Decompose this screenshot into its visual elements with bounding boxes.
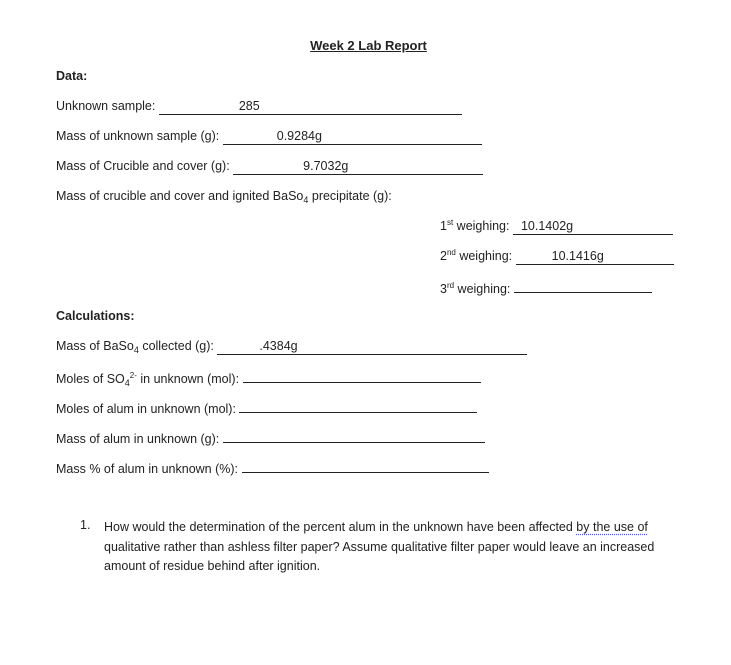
moles-so4-field[interactable] [243, 368, 481, 383]
mass-crucible-baso4-row [56, 188, 392, 204]
mass-crucible-baso4-label: Mass of crucible and cover and ignited BaSo [56, 189, 304, 203]
mass-alum-label: Mass of alum in unknown (g): [56, 432, 220, 446]
mass-pct-row [56, 458, 489, 477]
weighing-label: weighing: [455, 249, 513, 263]
subscript: 4 [303, 195, 309, 205]
subscript: 4 [133, 345, 139, 355]
weighing-2-row [440, 248, 674, 265]
baso4-label-end: collected (g): [138, 339, 214, 353]
mass-crucible-row [56, 158, 483, 175]
weighing-1-row [440, 218, 673, 235]
ordinal-suffix: rd [446, 281, 455, 290]
weighing-2-field[interactable]: 10.1416g [516, 248, 674, 265]
moles-alum-label: Moles of alum in unknown (mol): [56, 402, 236, 416]
mass-crucible-field[interactable]: 9.7032g [233, 158, 483, 175]
weighing-1-field[interactable]: 10.1402g [513, 218, 673, 235]
mass-unknown-field[interactable]: 0.9284g [223, 128, 482, 145]
moles-alum-field[interactable] [239, 398, 477, 413]
mass-pct-label: Mass % of alum in unknown (%): [56, 462, 239, 476]
moles-so4-row [56, 368, 481, 387]
unknown-sample-row [56, 98, 462, 115]
page-title: Week 2 Lab Report [310, 38, 427, 53]
weighing-3-row [440, 278, 652, 297]
moles-so4-label-end: in unknown (mol): [136, 372, 240, 386]
weighing-label: weighing: [453, 219, 510, 233]
ordinal-suffix: nd [446, 248, 456, 257]
baso4-collected-field[interactable]: .4384g [217, 338, 527, 355]
question-text-a: How would the determination of the percent alum in the unknown have been affected [104, 520, 577, 534]
weighing-ordinal: 2 [440, 249, 447, 263]
subscript: 4 [124, 378, 130, 388]
moles-alum-row [56, 398, 477, 417]
calculations-heading: Calculations: [56, 309, 135, 323]
baso4-label: Mass of BaSo [56, 339, 134, 353]
weighing-ordinal: 1 [440, 219, 447, 233]
question-text-flagged: by the use of [576, 520, 648, 534]
moles-so4-label: Moles of SO [56, 372, 125, 386]
weighing-label: weighing: [454, 282, 511, 296]
unknown-sample-label: Unknown sample: [56, 99, 156, 113]
mass-pct-field[interactable] [242, 458, 489, 473]
mass-alum-field[interactable] [223, 428, 485, 443]
question-text-c: qualitative rather than ashless filter paper? Assume qualitative filter paper would leave an increased amount of residue behind after ignition. [104, 539, 655, 573]
question-number: 1. [80, 518, 91, 532]
weighing-3-field[interactable] [514, 278, 652, 293]
unknown-sample-field[interactable]: 285 [159, 98, 462, 115]
weighing-ordinal: 3 [440, 282, 447, 296]
mass-alum-row [56, 428, 485, 447]
superscript: 2- [129, 371, 137, 380]
mass-unknown-row [56, 128, 482, 145]
data-heading: Data: [56, 69, 88, 83]
baso4-collected-row [56, 338, 527, 355]
mass-crucible-baso4-label-end: precipitate (g): [308, 189, 392, 203]
mass-unknown-label: Mass of unknown sample (g): [56, 129, 220, 143]
question-text [104, 518, 674, 577]
mass-crucible-label: Mass of Crucible and cover (g): [56, 159, 230, 173]
ordinal-suffix: st [446, 218, 454, 227]
